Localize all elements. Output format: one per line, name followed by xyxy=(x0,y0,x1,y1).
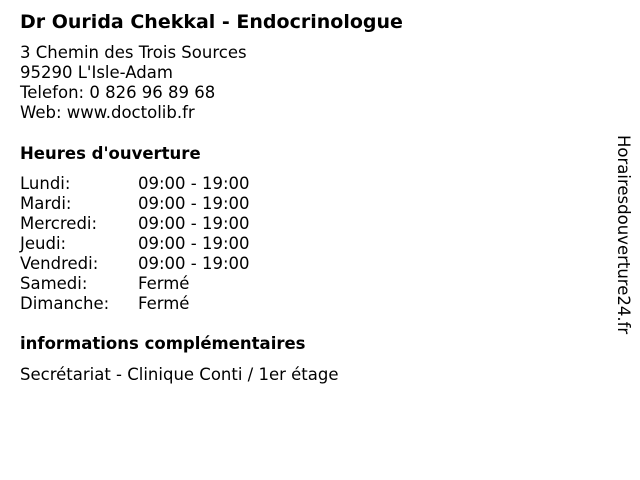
day-label: Samedi: xyxy=(20,274,88,293)
time-value: 09:00 - 19:00 xyxy=(138,174,250,193)
website: Web: www.doctolib.fr xyxy=(20,103,195,122)
info-heading: informations complémentaires xyxy=(20,334,306,353)
time-value: Fermé xyxy=(138,294,190,313)
day-label: Mardi: xyxy=(20,194,72,213)
day-label: Jeudi: xyxy=(20,234,67,253)
page-title: Dr Ourida Chekkal - Endocrinologue xyxy=(20,11,403,33)
day-label: Lundi: xyxy=(20,174,71,193)
time-value: 09:00 - 19:00 xyxy=(138,234,250,253)
street-address: 3 Chemin des Trois Sources xyxy=(20,43,247,62)
watermark-text: Horairesdouverture24.fr xyxy=(614,135,633,335)
day-label: Mercredi: xyxy=(20,214,98,233)
city-address: 95290 L'Isle-Adam xyxy=(20,63,173,82)
info-text: Secrétariat - Clinique Conti / 1er étage xyxy=(20,365,339,384)
day-label: Dimanche: xyxy=(20,294,110,313)
time-value: 09:00 - 19:00 xyxy=(138,194,250,213)
time-value: 09:00 - 19:00 xyxy=(138,254,250,273)
address-block xyxy=(20,43,247,123)
day-label: Vendredi: xyxy=(20,254,99,273)
hours-heading: Heures d'ouverture xyxy=(20,144,201,163)
time-value: 09:00 - 19:00 xyxy=(138,214,250,233)
phone-number: Telefon: 0 826 96 89 68 xyxy=(20,83,216,102)
watermark xyxy=(612,135,634,375)
time-value: Fermé xyxy=(138,274,190,293)
